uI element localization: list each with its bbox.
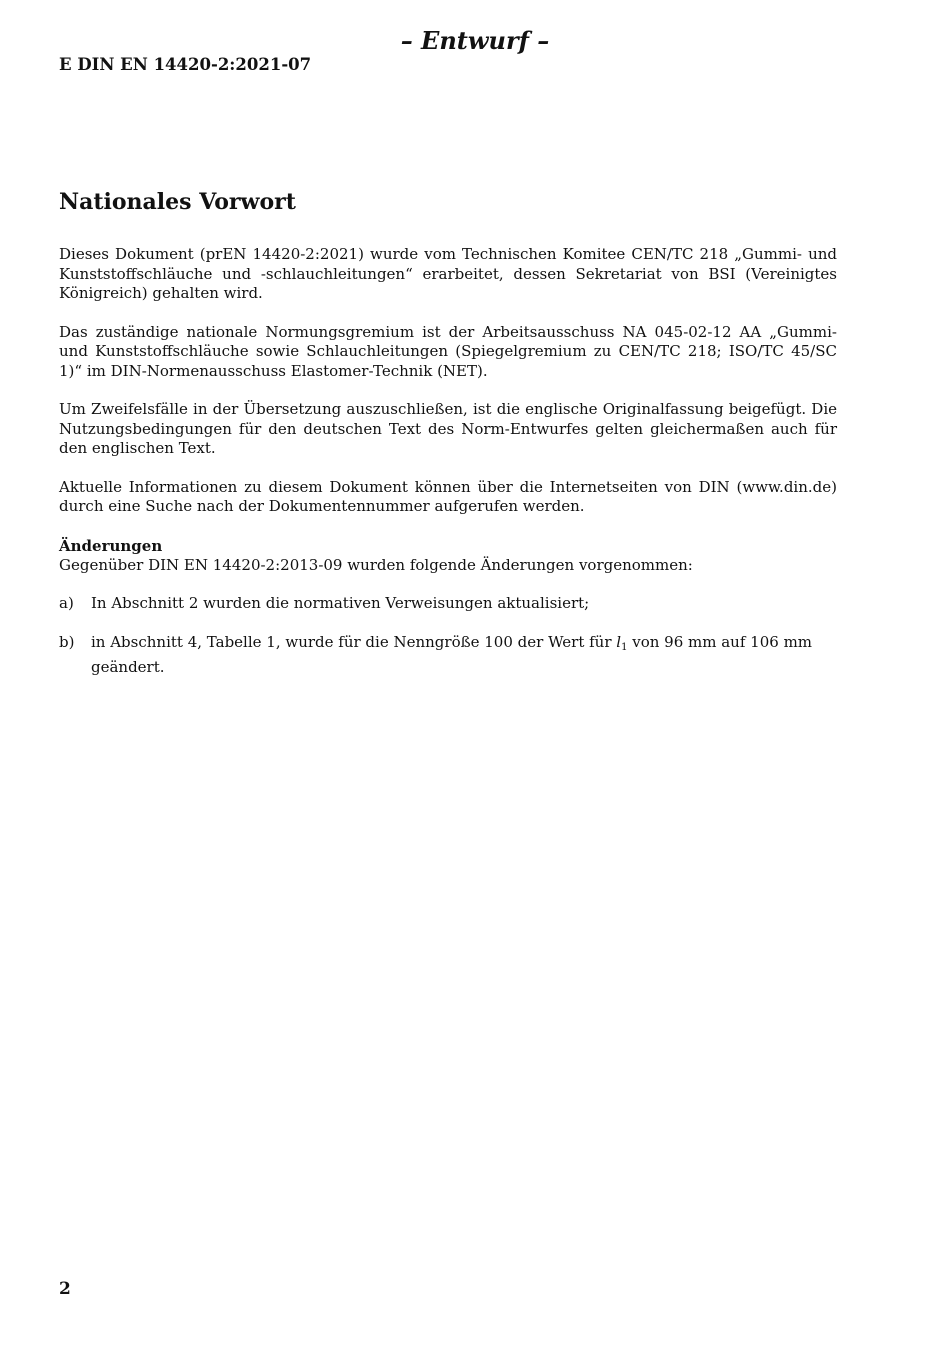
draft-mark: – Entwurf –: [400, 26, 550, 55]
list-text-after: von 96 mm auf 106 mm geändert.: [91, 633, 813, 676]
document-id: E DIN EN 14420-2:2021-07: [59, 55, 312, 74]
paragraph: Dieses Dokument (prEN 14420-2:2021) wurde vom Technischen Komitee CEN/TC 218 „Gummi- und Kunststoffschläuche und -schlauchleitungen“ erarbeitet, dessen Sekretariat von BSI (Vereinigtes Königreich) gehalten wird.: [59, 245, 837, 302]
paragraph: Um Zweifelsfälle in der Übersetzung auszuschließen, ist die englische Originalfassung beigefügt. Die Nutzungsbedingungen für den deutschen Text des Norm-Entwurfes gelten gleichermaßen auch für den englischen Text.: [59, 400, 837, 457]
list-marker: a): [59, 594, 74, 612]
list-text: In Abschnitt 2 wurden die normativen Verweisungen aktualisiert;: [91, 594, 590, 612]
list-item: [59, 633, 837, 677]
paragraph: Das zuständige nationale Normungsgremium ist der Arbeitsausschuss NA 045-02-12 AA „Gummi- und Kunststoffschläuche sowie Schlauchleitungen (Spiegelgremium zu CEN/TC 218; ISO/TC 45/SC 1)“ im DIN-Normenausschuss Elastomer-Technik (NET).: [59, 322, 837, 380]
paragraph: Aktuelle Informationen zu diesem Dokument können über die Internetseiten von DIN (www.din.de) durch eine Suche nach der Dokumentennummer aufgerufen werden.: [59, 477, 837, 515]
list-text: [91, 633, 837, 677]
section-title: Nationales Vorwort: [59, 189, 296, 215]
changes-heading: Änderungen: [59, 536, 163, 555]
list-item: [59, 594, 837, 614]
variable-subscript: 1: [621, 642, 628, 653]
list-text-before: in Abschnitt 4, Tabelle 1, wurde für die Nenngröße 100 der Wert für: [91, 633, 617, 651]
list-marker: b): [59, 633, 75, 651]
variable-l: l: [616, 633, 622, 651]
changes-intro: Gegenüber DIN EN 14420-2:2013-09 wurden folgende Änderungen vorgenommen:: [59, 555, 693, 574]
page-number: 2: [59, 1279, 71, 1299]
page-content: [59, 186, 837, 697]
